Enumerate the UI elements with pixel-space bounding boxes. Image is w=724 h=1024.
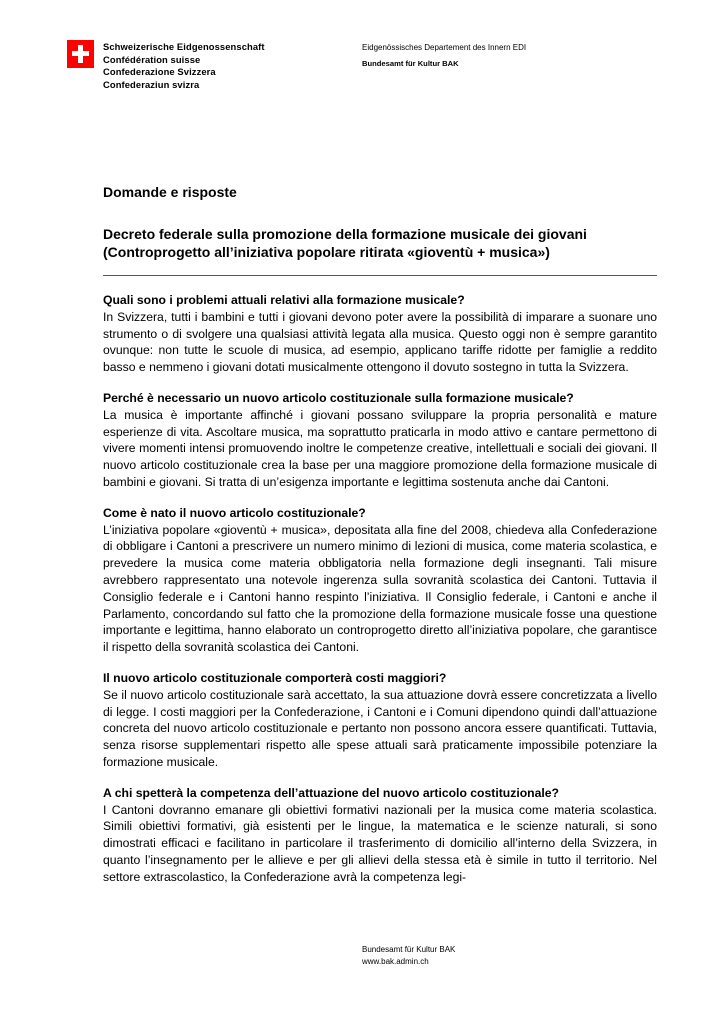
qa-item (103, 670, 657, 771)
page-footer (362, 944, 455, 967)
qa-question: Il nuovo articolo costituzionale comporterà costi maggiori? (103, 670, 447, 685)
title-divider (103, 275, 657, 276)
department-name: Eidgenössisches Departement des Innern EDI (362, 43, 527, 52)
swiss-coat-of-arms-logo (67, 40, 94, 68)
qa-question: Come è nato il nuovo articolo costituzionale? (103, 505, 366, 520)
confederation-name-rm: Confederaziun svizra (103, 78, 200, 90)
document-kind-heading: Domande e risposte (103, 184, 237, 200)
qa-answer: Se il nuovo articolo costituzionale sarà accettato, la sua attuazione dovrà essere concretizzata a livello di legge. I costi maggiori per la Confederazione, i Cantoni e i Comuni dipendono quindi dall’attuazione concreta del nuovo articolo costituzionale e pertanto non possono ancora essere quantificati. Tuttavia, senza risorse supplementari rispetto alle spese attuali sarà praticamente impossibile potenziare la formazione musicale. (103, 687, 657, 769)
qa-question: Perché è necessario un nuovo articolo costituzionale sulla formazione musicale? (103, 390, 574, 405)
confederation-name-it: Confederazione Svizzera (103, 66, 216, 78)
qa-item (103, 292, 657, 376)
qa-answer: L’iniziativa popolare «gioventù + musica», depositata alla fine del 2008, chiedeva alla Confederazione di obbligare i Cantoni a prescrivere un numero minimo di lezioni di musica, come materia scolastica, e prevedere la musica come materia obbligatoria nella formazione degli insegnanti. Tali misure avrebbero rappresentato una notevole ingerenza sulla sovranità scolastica dei Cantoni. Tuttavia il Consiglio federale e i Cantoni hanno respinto l’iniziativa. Il Consiglio federale, i Cantoni e anche il Parlamento, concordando sul fatto che la promozione della formazione musicale fosse una questione importante e legittima, hanno elaborato un controprogetto diretto all’iniziativa popolare, che garantisce il rispetto della sovranità scolastica dei Cantoni. (103, 522, 657, 655)
qa-item (103, 785, 657, 886)
qa-list (103, 292, 657, 900)
qa-item (103, 505, 657, 656)
footer-url-link[interactable]: www.bak.admin.ch (362, 956, 429, 966)
swiss-cross-icon (67, 40, 94, 68)
qa-item (103, 390, 657, 491)
qa-answer: In Svizzera, tutti i bambini e tutti i giovani devono poter avere la possibilità di imparare a suonare uno strumento o di svolgere una qualsiasi attività legata alla musica. Questo oggi non è sempre garantito ovunque: non tutte le scuole di musica, ad esempio, applicano tariffe ridotte per famiglie a reddito basso e nemmeno i giovani dotati musicalmente ottengono il dovuto sostegno in tutta la Svizzera. (103, 309, 657, 375)
office-name: Bundesamt für Kultur BAK (362, 59, 459, 68)
document-title-line-2: (Controprogetto all’iniziativa popolare ritirata «gioventù + musica») (103, 244, 550, 261)
confederation-name-fr: Confédération suisse (103, 53, 201, 65)
qa-question: Quali sono i problemi attuali relativi alla formazione musicale? (103, 293, 465, 307)
document-title (103, 225, 663, 262)
document-title-line-1: Decreto federale sulla promozione della formazione musicale dei giovani (103, 226, 587, 242)
qa-answer: I Cantoni dovranno emanare gli obiettivi formativi nazionali per la musica come materia scolastica. Simili obiettivi formativi, già esistenti per le lingue, la matematica e le scienze naturali, si sono dimostrati efficaci e facilitano in particolare il trasferimento di domicilio all’interno della Svizzera, in quanto l’insegnamento per le allieve e per gli allievi della stessa età è simile in tutto il territorio. Nel settore extrascolastico, la Confederazione avrà la competenza legi- (103, 802, 657, 884)
confederation-name-de: Schweizerische Eidgenossenschaft (103, 41, 265, 52)
footer-office: Bundesamt für Kultur BAK (362, 945, 456, 954)
confederation-names (103, 41, 265, 91)
qa-question: A chi spetterà la competenza dell’attuazione del nuovo articolo costituzionale? (103, 785, 559, 800)
qa-answer: La musica è importante affinché i giovani possano sviluppare la propria personalità e mature esperienze di vita. Ascoltare musica, ma soprattutto praticarla in modo attivo e cantare permettono di vivere momenti intensi promuovendo inoltre le competenze creative, intellettuali e sociali dei giovani. Il nuovo articolo costituzionale crea la base per una maggiore promozione della formazione musicale di bambini e giovani. Si tratta di un’esigenza importante e legittima sostenuta anche dai Cantoni. (103, 407, 657, 489)
